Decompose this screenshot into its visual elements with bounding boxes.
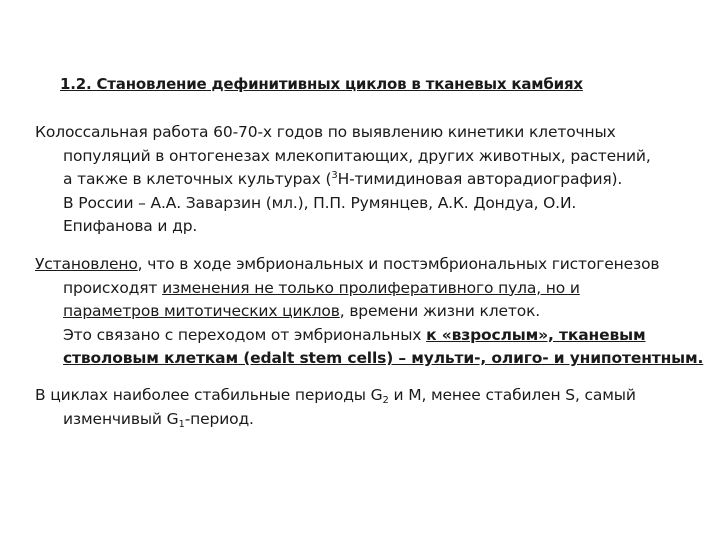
text-line bbox=[35, 324, 705, 348]
text-line bbox=[35, 300, 705, 324]
text: -период. bbox=[184, 409, 254, 428]
bold-underlined-text: к «взрослым», тканевым bbox=[426, 325, 646, 344]
text: происходят bbox=[63, 278, 163, 297]
subscript: 2 bbox=[382, 395, 389, 406]
bold-underlined-text: стволовым клеткам (edalt stem cells) – мульти-, олиго- и унипотентным. bbox=[63, 349, 704, 367]
paragraph-findings bbox=[35, 253, 705, 371]
paragraph-research-history bbox=[35, 121, 705, 239]
text: Это связано с переходом от эмбриональных bbox=[63, 325, 427, 344]
paragraph-cycle-periods bbox=[35, 384, 705, 431]
text: Н-тимидиновая авторадиография). bbox=[337, 170, 623, 188]
text-line bbox=[35, 408, 705, 432]
text-line bbox=[35, 253, 705, 277]
text: , времени жизни клеток. bbox=[339, 302, 541, 320]
text: В циклах наиболее стабильные периоды G bbox=[35, 386, 383, 404]
section-title: 1.2. Становление дефинитивных циклов в тканевых камбиях bbox=[60, 75, 583, 93]
text-line bbox=[35, 384, 705, 408]
text-line bbox=[35, 145, 705, 169]
text-line bbox=[35, 215, 705, 239]
text: Епифанова и др. bbox=[63, 217, 198, 235]
text: а также в клеточных культурах ( bbox=[63, 170, 332, 188]
text-line bbox=[35, 192, 705, 216]
text: Колоссальная работа 60-70-х годов по выявлению кинетики клеточных bbox=[35, 123, 616, 141]
text: , что в ходе эмбриональных и постэмбриональных гистогенезов bbox=[137, 255, 660, 273]
text-line bbox=[35, 168, 705, 192]
text-line bbox=[35, 347, 705, 371]
underlined-text: Установлено bbox=[35, 255, 138, 273]
underlined-text: параметров митотических циклов bbox=[63, 302, 340, 320]
text-line bbox=[35, 277, 705, 301]
text: изменчивый G bbox=[63, 409, 179, 428]
text: популяций в онтогенезах млекопитающих, других животных, растений, bbox=[63, 146, 651, 165]
underlined-text: изменения не только пролиферативного пула, но и bbox=[162, 278, 580, 297]
text-line bbox=[35, 121, 705, 145]
text: В России – А.А. Заварзин (мл.), П.П. Румянцев, А.К. Дондуа, О.И. bbox=[63, 193, 577, 212]
text: и М, менее стабилен S, самый bbox=[388, 386, 636, 404]
subscript: 1 bbox=[178, 418, 185, 430]
superscript: 3 bbox=[331, 170, 338, 181]
